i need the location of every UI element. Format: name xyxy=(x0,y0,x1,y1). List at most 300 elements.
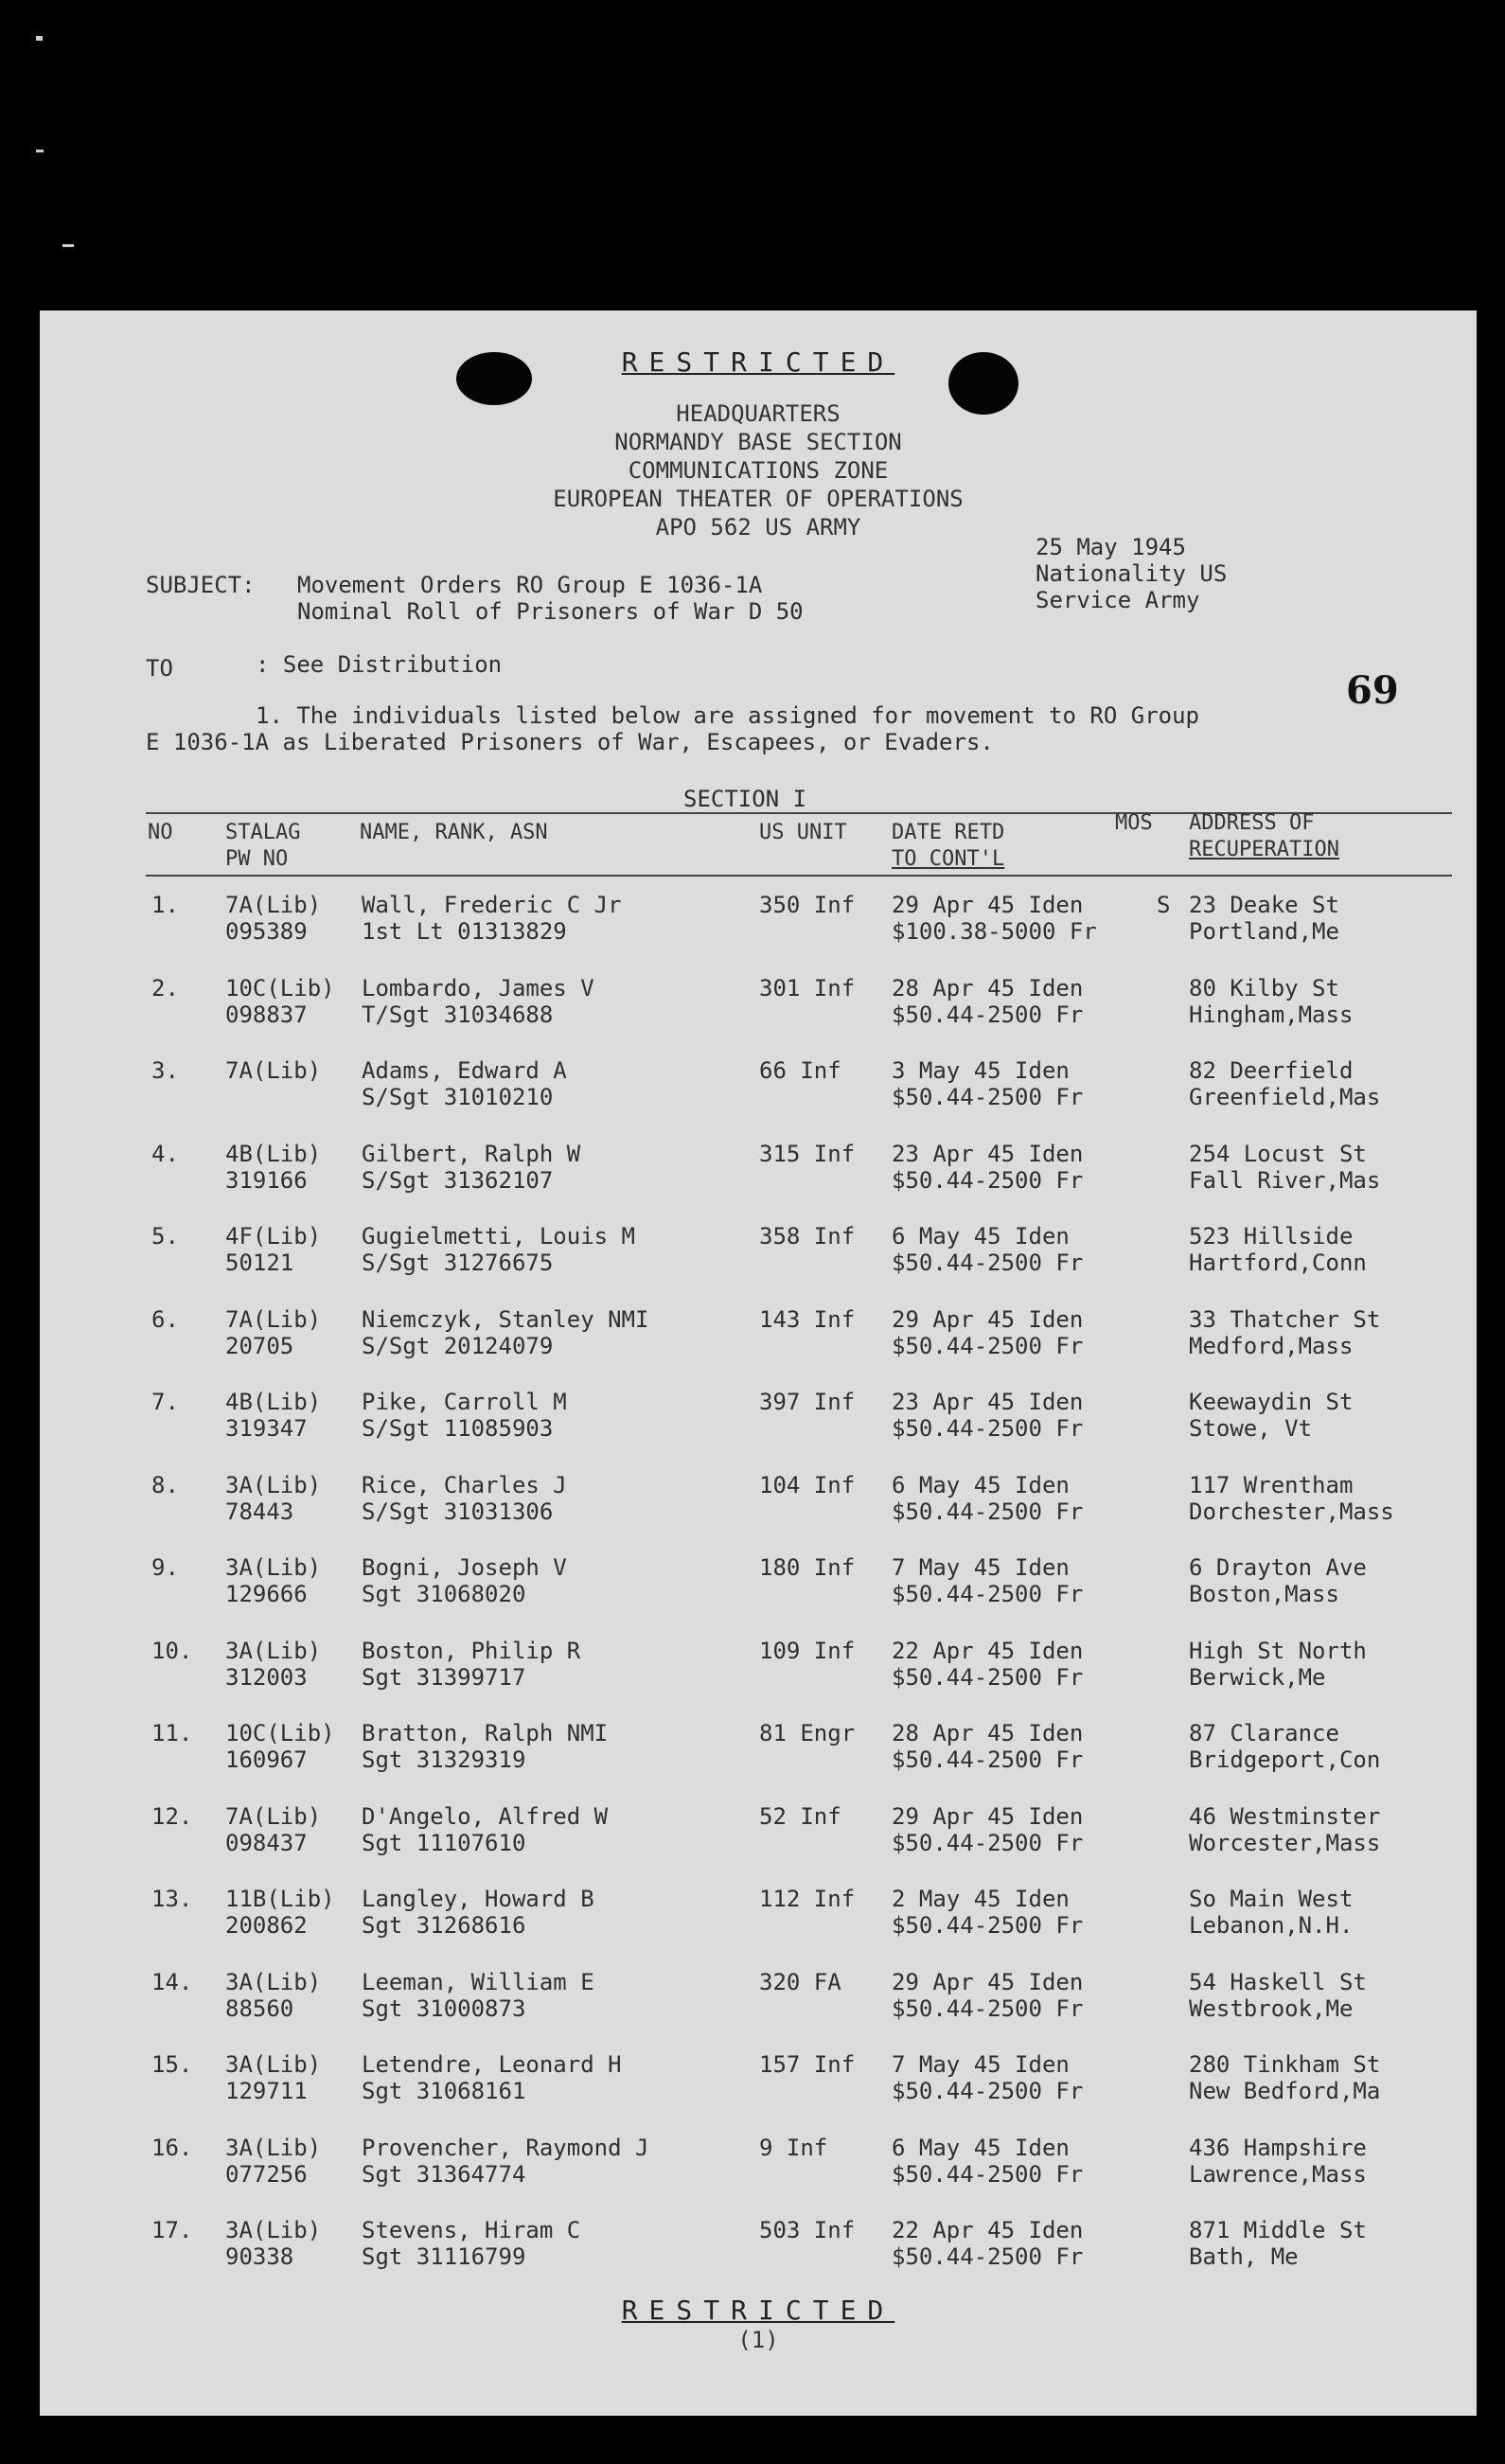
unit-cell-line: 397 Inf xyxy=(759,1389,856,1415)
table-row xyxy=(40,1720,1477,1801)
address-cell xyxy=(1189,892,1339,945)
row-number xyxy=(151,1057,179,1084)
address-cell-line: Hartford,Conn xyxy=(1189,1250,1367,1276)
row-number xyxy=(151,1389,179,1415)
table-row xyxy=(40,1969,1477,2050)
table-row xyxy=(40,1057,1477,1139)
date-pay-cell-line: 7 May 45 Iden xyxy=(892,1554,1070,1581)
unit-cell xyxy=(759,1969,841,1995)
row-number xyxy=(151,1969,192,1995)
document-page xyxy=(40,310,1477,2416)
date-pay-cell-line: $50.44-2500 Fr xyxy=(892,1498,1084,1525)
date-pay-cell-line: $50.44-2500 Fr xyxy=(892,2160,1084,2188)
stalag-cell xyxy=(225,2051,321,2104)
name-rank-cell-line: Bogni, Joseph V xyxy=(362,1554,567,1581)
table-row xyxy=(40,2217,1477,2298)
address-cell-line: Stowe, Vt xyxy=(1189,1415,1313,1442)
name-rank-cell-line: 1st Lt 01313829 xyxy=(362,918,567,945)
nationality: Nationality US xyxy=(1036,560,1228,587)
unit-cell-line: 315 Inf xyxy=(759,1140,856,1167)
address-cell-line: 80 Kilby St xyxy=(1189,974,1339,1002)
row-number xyxy=(151,1554,179,1581)
stalag-cell-line: 7A(Lib) xyxy=(225,892,322,918)
stalag-cell-line: 319166 xyxy=(225,1166,308,1194)
unit-cell xyxy=(759,1720,855,1746)
table-row xyxy=(40,2135,1477,2216)
date-pay-cell-line: 3 May 45 Iden xyxy=(892,1057,1070,1084)
row-number xyxy=(151,1472,179,1498)
stalag-cell-line: 3A(Lib) xyxy=(225,2134,322,2161)
name-rank-cell xyxy=(362,2217,580,2270)
unit-cell xyxy=(759,1057,841,1084)
date-pay-cell-line: $50.44-2500 Fr xyxy=(892,1746,1084,1773)
stalag-cell xyxy=(225,1223,321,1276)
row-number-line: 3. xyxy=(151,1057,179,1084)
table-row xyxy=(40,1638,1477,1719)
address-cell xyxy=(1189,1306,1380,1359)
unit-cell-line: 157 Inf xyxy=(759,2051,856,2078)
unit-cell xyxy=(759,1389,855,1415)
address-cell-line: 23 Deake St xyxy=(1189,892,1339,918)
name-rank-cell xyxy=(362,1969,594,2022)
col-unit: US UNIT xyxy=(759,821,847,844)
row-number xyxy=(151,1141,179,1167)
table-header-rule xyxy=(146,875,1452,877)
address-cell-line: Lawrence,Mass xyxy=(1189,2160,1367,2188)
name-rank-cell-line: Sgt 31268616 xyxy=(362,1912,526,1939)
name-rank-cell-line: Pike, Carroll M xyxy=(362,1389,567,1415)
stalag-cell xyxy=(225,892,321,945)
stalag-cell-line: 098837 xyxy=(225,1001,308,1028)
paragraph-line: 1. The individuals listed below are assigned for movement to RO Group xyxy=(256,702,1199,729)
section-title: SECTION I xyxy=(683,786,807,812)
stalag-cell xyxy=(225,1306,321,1359)
row-number xyxy=(151,1803,192,1830)
stalag-cell xyxy=(225,1389,321,1442)
unit-cell-line: 143 Inf xyxy=(759,1305,856,1333)
stalag-cell-line: 11B(Lib) xyxy=(225,1886,335,1912)
row-number-line: 9. xyxy=(151,1554,179,1581)
stalag-cell-line: 077256 xyxy=(225,2160,308,2188)
stalag-cell-line: 20705 xyxy=(225,1332,294,1359)
name-rank-cell xyxy=(362,1720,608,1773)
name-rank-cell xyxy=(362,975,594,1028)
unit-cell-line: 320 FA xyxy=(759,1968,841,1995)
unit-cell-line: 350 Inf xyxy=(759,892,856,918)
name-rank-cell-line: Lombardo, James V xyxy=(362,974,594,1002)
hq-line: COMMUNICATIONS ZONE xyxy=(628,457,889,484)
name-rank-cell-line: T/Sgt 31034688 xyxy=(362,1001,554,1028)
address-cell xyxy=(1189,1057,1380,1110)
name-rank-cell-line: Stevens, Hiram C xyxy=(362,2217,581,2243)
unit-cell xyxy=(759,1223,855,1250)
stalag-cell xyxy=(225,975,335,1028)
date-pay-cell-line: 6 May 45 Iden xyxy=(892,1471,1070,1498)
address-cell-line: 280 Tinkham St xyxy=(1189,2051,1381,2078)
stalag-cell xyxy=(225,1554,321,1607)
stalag-cell xyxy=(225,1886,335,1939)
date-pay-cell xyxy=(892,1554,1083,1607)
stalag-cell xyxy=(225,2217,321,2270)
stalag-cell xyxy=(225,2135,321,2188)
stalag-cell xyxy=(225,1057,321,1084)
address-cell-line: Lebanon,N.H. xyxy=(1189,1912,1354,1939)
unit-cell xyxy=(759,1638,855,1664)
unit-cell xyxy=(759,1886,855,1912)
name-rank-cell-line: S/Sgt 31010210 xyxy=(362,1084,554,1110)
name-rank-cell-line: Provencher, Raymond J xyxy=(362,2134,649,2161)
date-pay-cell-line: $50.44-2500 Fr xyxy=(892,1994,1084,2022)
row-number xyxy=(151,2135,192,2161)
stalag-cell-line: 88560 xyxy=(225,1994,294,2022)
address-cell-line: Keewaydin St xyxy=(1189,1389,1354,1415)
scan-speck xyxy=(36,36,43,41)
subject-label: SUBJECT: xyxy=(146,572,256,598)
date-pay-cell xyxy=(892,1306,1083,1359)
name-rank-cell xyxy=(362,1638,580,1691)
unit-cell-line: 112 Inf xyxy=(759,1886,856,1912)
name-rank-cell xyxy=(362,2051,622,2104)
name-rank-cell-line: Letendre, Leonard H xyxy=(362,2051,622,2078)
row-number-line: 10. xyxy=(151,1637,193,1664)
stalag-cell-line: 3A(Lib) xyxy=(225,1637,322,1664)
stalag-cell-line: 095389 xyxy=(225,918,308,945)
stalag-cell xyxy=(225,1720,335,1773)
stalag-cell-line: 7A(Lib) xyxy=(225,1057,322,1084)
address-cell xyxy=(1189,1886,1353,1939)
name-rank-cell-line: Adams, Edward A xyxy=(362,1057,567,1084)
unit-cell-line: 104 Inf xyxy=(759,1471,856,1498)
row-number-line: 7. xyxy=(151,1389,179,1415)
name-rank-cell-line: S/Sgt 31362107 xyxy=(362,1166,554,1194)
name-rank-cell-line: Sgt 31364774 xyxy=(362,2160,526,2188)
address-cell-line: 436 Hampshire xyxy=(1189,2134,1367,2161)
address-cell xyxy=(1189,1141,1380,1194)
date-pay-cell-line: $50.44-2500 Fr xyxy=(892,1829,1084,1856)
name-rank-cell xyxy=(362,1472,567,1525)
unit-cell xyxy=(759,1554,855,1581)
stalag-cell-line: 129711 xyxy=(225,2078,308,2104)
date-pay-cell xyxy=(892,1969,1083,2022)
date-pay-cell-line: $50.44-2500 Fr xyxy=(892,1912,1084,1939)
stalag-cell-line: 50121 xyxy=(225,1250,294,1276)
date-pay-cell-line: $50.44-2500 Fr xyxy=(892,1663,1084,1691)
hq-line: APO 562 US ARMY xyxy=(655,514,861,541)
address-cell xyxy=(1189,1389,1353,1442)
col-stalag: STALAG xyxy=(225,821,301,844)
date-pay-cell xyxy=(892,2135,1083,2188)
name-rank-cell-line: Sgt 11107610 xyxy=(362,1829,526,1856)
stalag-cell-line: 098437 xyxy=(225,1829,308,1856)
unit-cell-line: 180 Inf xyxy=(759,1554,856,1581)
row-number xyxy=(151,2051,192,2078)
scan-speck xyxy=(36,150,44,152)
name-rank-cell-line: Langley, Howard B xyxy=(362,1886,594,1912)
address-cell xyxy=(1189,2051,1380,2104)
date-pay-cell-line: $50.44-2500 Fr xyxy=(892,1250,1084,1276)
table-row xyxy=(40,2051,1477,2133)
stalag-cell-line: 4B(Lib) xyxy=(225,1389,322,1415)
address-cell-line: Worcester,Mass xyxy=(1189,1829,1381,1856)
date-pay-cell xyxy=(892,1886,1083,1939)
unit-cell xyxy=(759,1306,855,1333)
stalag-cell-line: 312003 xyxy=(225,1663,308,1691)
address-cell xyxy=(1189,1472,1394,1525)
date-pay-cell xyxy=(892,1057,1083,1110)
name-rank-cell-line: Wall, Frederic C Jr xyxy=(362,892,622,918)
name-rank-cell-line: Sgt 31068161 xyxy=(362,2078,526,2104)
stalag-cell-line: 7A(Lib) xyxy=(225,1802,322,1830)
row-number xyxy=(151,892,179,918)
scan-speck xyxy=(62,244,74,247)
stalag-cell-line: 78443 xyxy=(225,1498,294,1525)
address-cell-line: 254 Locust St xyxy=(1189,1140,1367,1167)
row-number-line: 4. xyxy=(151,1140,179,1167)
unit-cell-line: 109 Inf xyxy=(759,1637,856,1664)
name-rank-cell-line: Niemczyk, Stanley NMI xyxy=(362,1305,649,1333)
row-number-line: 16. xyxy=(151,2134,193,2161)
date-pay-cell-line: $100.38-5000 Fr xyxy=(892,918,1097,945)
date-pay-cell-line: 28 Apr 45 Iden xyxy=(892,974,1084,1002)
col-name: NAME, RANK, ASN xyxy=(360,821,548,844)
table-row xyxy=(40,1389,1477,1470)
col-address-sub: RECUPERATION xyxy=(1189,838,1339,861)
col-address: ADDRESS OF xyxy=(1189,811,1315,835)
table-row xyxy=(40,1554,1477,1636)
address-cell-line: Westbrook,Me xyxy=(1189,1994,1354,2022)
unit-cell xyxy=(759,975,855,1002)
name-rank-cell-line: Boston, Philip R xyxy=(362,1637,581,1664)
col-date: DATE RETD xyxy=(892,821,1005,844)
date-pay-cell xyxy=(892,1638,1083,1691)
handwritten-page-mark: 69 xyxy=(1346,668,1399,713)
paragraph-line: E 1036-1A as Liberated Prisoners of War, Escapees, or Evaders. xyxy=(146,729,994,755)
date-pay-cell-line: $50.44-2500 Fr xyxy=(892,1166,1084,1194)
classification-marking-bottom: RESTRICTED xyxy=(621,2295,895,2326)
col-no: NO xyxy=(148,821,173,844)
stalag-cell-line: 3A(Lib) xyxy=(225,1471,322,1498)
address-cell xyxy=(1189,1803,1380,1856)
table-row xyxy=(40,892,1477,973)
to-label: TO xyxy=(146,655,173,682)
row-number-line: 11. xyxy=(151,1720,193,1746)
date-pay-cell-line: 29 Apr 45 Iden xyxy=(892,1802,1084,1830)
row-number-line: 2. xyxy=(151,974,179,1002)
row-number xyxy=(151,2217,192,2243)
stalag-cell-line: 3A(Lib) xyxy=(225,2217,322,2243)
date-pay-cell-line: $50.44-2500 Fr xyxy=(892,1415,1084,1442)
unit-cell xyxy=(759,1803,841,1830)
date-pay-cell-line: $50.44-2500 Fr xyxy=(892,2243,1084,2270)
name-rank-cell-line: Sgt 31399717 xyxy=(362,1663,526,1691)
name-rank-cell xyxy=(362,1306,648,1359)
address-cell-line: So Main West xyxy=(1189,1886,1354,1912)
name-rank-cell-line: Gugielmetti, Louis M xyxy=(362,1223,635,1250)
name-rank-cell-line: Gilbert, Ralph W xyxy=(362,1140,581,1167)
date-pay-cell-line: 22 Apr 45 Iden xyxy=(892,2217,1084,2243)
unit-cell-line: 66 Inf xyxy=(759,1057,841,1084)
subject-line: Movement Orders RO Group E 1036-1A xyxy=(297,572,763,598)
name-rank-cell-line: D'Angelo, Alfred W xyxy=(362,1802,609,1830)
unit-cell-line: 9 Inf xyxy=(759,2134,828,2161)
address-cell xyxy=(1189,1969,1367,2022)
unit-cell xyxy=(759,2217,855,2243)
unit-cell xyxy=(759,2051,855,2078)
unit-cell-line: 301 Inf xyxy=(759,974,856,1002)
address-cell xyxy=(1189,1720,1380,1773)
date-pay-cell-line: 6 May 45 Iden xyxy=(892,1223,1070,1250)
unit-cell-line: 81 Engr xyxy=(759,1720,856,1746)
name-rank-cell xyxy=(362,1223,635,1276)
address-cell-line: High St North xyxy=(1189,1637,1367,1664)
stalag-cell xyxy=(225,1472,321,1525)
address-cell-line: 6 Drayton Ave xyxy=(1189,1554,1367,1581)
row-number-line: 1. xyxy=(151,892,179,918)
row-number xyxy=(151,1223,179,1250)
row-number-line: 13. xyxy=(151,1886,193,1912)
address-cell-line: 523 Hillside xyxy=(1189,1223,1354,1250)
unit-cell xyxy=(759,1141,855,1167)
table-row xyxy=(40,1803,1477,1885)
date-pay-cell xyxy=(892,892,1097,945)
table-row xyxy=(40,1306,1477,1388)
name-rank-cell xyxy=(362,892,622,945)
table-row xyxy=(40,1472,1477,1553)
hq-line: EUROPEAN THEATER OF OPERATIONS xyxy=(553,486,964,512)
name-rank-cell-line: Sgt 31116799 xyxy=(362,2243,526,2270)
address-cell-line: Bath, Me xyxy=(1189,2243,1299,2270)
address-cell-line: 117 Wrentham xyxy=(1189,1471,1354,1498)
date-pay-cell-line: 29 Apr 45 Iden xyxy=(892,1968,1084,1995)
name-rank-cell-line: Sgt 31000873 xyxy=(362,1994,526,2022)
name-rank-cell-line: Sgt 31329319 xyxy=(362,1746,526,1773)
address-cell-line: 87 Clarance xyxy=(1189,1720,1339,1746)
row-number xyxy=(151,1886,192,1912)
address-cell-line: Bridgeport,Con xyxy=(1189,1746,1381,1773)
row-number-line: 5. xyxy=(151,1223,179,1250)
address-cell-line: 54 Haskell St xyxy=(1189,1968,1367,1995)
hq-line: HEADQUARTERS xyxy=(676,400,841,427)
date-pay-cell xyxy=(892,1803,1083,1856)
date-pay-cell xyxy=(892,1472,1083,1525)
address-cell xyxy=(1189,2217,1367,2270)
date-pay-cell xyxy=(892,1389,1083,1442)
date-pay-cell xyxy=(892,2051,1083,2104)
date-pay-cell-line: $50.44-2500 Fr xyxy=(892,1001,1084,1028)
date-pay-cell-line: 22 Apr 45 Iden xyxy=(892,1637,1084,1664)
address-cell-line: Boston,Mass xyxy=(1189,1581,1339,1607)
stalag-cell-line: 4F(Lib) xyxy=(225,1223,322,1250)
address-cell-line: Berwick,Me xyxy=(1189,1663,1326,1691)
unit-cell xyxy=(759,2135,827,2161)
stalag-cell-line: 7A(Lib) xyxy=(225,1305,322,1333)
mos-cell xyxy=(1157,892,1170,918)
row-number-line: 14. xyxy=(151,1968,193,1995)
address-cell-line: 46 Westminster xyxy=(1189,1802,1381,1830)
unit-cell-line: 358 Inf xyxy=(759,1223,856,1250)
address-cell-line: Fall River,Mas xyxy=(1189,1166,1381,1194)
address-cell-line: 871 Middle St xyxy=(1189,2217,1367,2243)
date-pay-cell-line: 29 Apr 45 Iden xyxy=(892,1305,1084,1333)
document-date: 25 May 1945 xyxy=(1036,534,1186,560)
unit-cell xyxy=(759,1472,855,1498)
stalag-cell xyxy=(225,1969,321,2022)
name-rank-cell xyxy=(362,1886,594,1939)
stalag-cell-line: 4B(Lib) xyxy=(225,1140,322,1167)
name-rank-cell-line: S/Sgt 31276675 xyxy=(362,1250,554,1276)
address-cell xyxy=(1189,1638,1367,1691)
stalag-cell xyxy=(225,1638,321,1691)
address-cell-line: 33 Thatcher St xyxy=(1189,1305,1381,1333)
row-number-line: 12. xyxy=(151,1802,193,1830)
address-cell xyxy=(1189,1223,1367,1276)
date-pay-cell-line: 7 May 45 Iden xyxy=(892,2051,1070,2078)
date-pay-cell xyxy=(892,1720,1083,1773)
row-number xyxy=(151,975,179,1002)
name-rank-cell-line: S/Sgt 20124079 xyxy=(362,1332,554,1359)
stalag-cell-line: 160967 xyxy=(225,1746,308,1773)
date-pay-cell xyxy=(892,2217,1083,2270)
name-rank-cell-line: Rice, Charles J xyxy=(362,1471,567,1498)
name-rank-cell xyxy=(362,2135,648,2188)
subject-line: Nominal Roll of Prisoners of War D 50 xyxy=(297,598,804,625)
address-cell-line: Portland,Me xyxy=(1189,918,1339,945)
unit-cell xyxy=(759,892,855,918)
date-pay-cell xyxy=(892,975,1083,1028)
stalag-cell-line: 3A(Lib) xyxy=(225,1554,322,1581)
unit-cell-line: 52 Inf xyxy=(759,1802,841,1830)
mos-cell-line: S xyxy=(1157,892,1171,918)
stalag-cell-line: 200862 xyxy=(225,1912,308,1939)
stalag-cell-line: 10C(Lib) xyxy=(225,1720,335,1746)
address-cell-line: Medford,Mass xyxy=(1189,1332,1354,1359)
unit-cell-line: 503 Inf xyxy=(759,2217,856,2243)
table-row xyxy=(40,975,1477,1056)
date-pay-cell xyxy=(892,1141,1083,1194)
date-pay-cell-line: $50.44-2500 Fr xyxy=(892,1581,1084,1607)
address-cell-line: Dorchester,Mass xyxy=(1189,1498,1394,1525)
date-pay-cell-line: 29 Apr 45 Iden xyxy=(892,892,1084,918)
address-cell xyxy=(1189,2135,1367,2188)
row-number-line: 15. xyxy=(151,2051,193,2078)
name-rank-cell-line: S/Sgt 11085903 xyxy=(362,1415,554,1442)
date-pay-cell xyxy=(892,1223,1083,1276)
date-pay-cell-line: 23 Apr 45 Iden xyxy=(892,1389,1084,1415)
date-pay-cell-line: 2 May 45 Iden xyxy=(892,1886,1070,1912)
hq-line: NORMANDY BASE SECTION xyxy=(614,429,902,455)
stalag-cell-line: 90338 xyxy=(225,2243,294,2270)
page-number: (1) xyxy=(737,2327,779,2353)
name-rank-cell xyxy=(362,1141,580,1194)
date-pay-cell-line: 23 Apr 45 Iden xyxy=(892,1140,1084,1167)
stalag-cell-line: 3A(Lib) xyxy=(225,2051,322,2078)
row-number-line: 8. xyxy=(151,1471,179,1498)
stalag-cell-line: 129666 xyxy=(225,1581,308,1607)
name-rank-cell-line: Sgt 31068020 xyxy=(362,1581,526,1607)
row-number xyxy=(151,1720,192,1746)
row-number-line: 6. xyxy=(151,1305,179,1333)
col-pw-no: PW NO xyxy=(225,847,289,871)
name-rank-cell xyxy=(362,1554,567,1607)
address-cell-line: 82 Deerfield xyxy=(1189,1057,1354,1084)
name-rank-cell-line: S/Sgt 31031306 xyxy=(362,1498,554,1525)
date-pay-cell-line: 6 May 45 Iden xyxy=(892,2134,1070,2161)
stalag-cell-line: 10C(Lib) xyxy=(225,974,335,1002)
address-cell-line: New Bedford,Ma xyxy=(1189,2078,1381,2104)
stalag-cell xyxy=(225,1141,321,1194)
address-cell xyxy=(1189,975,1353,1028)
date-pay-cell-line: $50.44-2500 Fr xyxy=(892,2078,1084,2104)
